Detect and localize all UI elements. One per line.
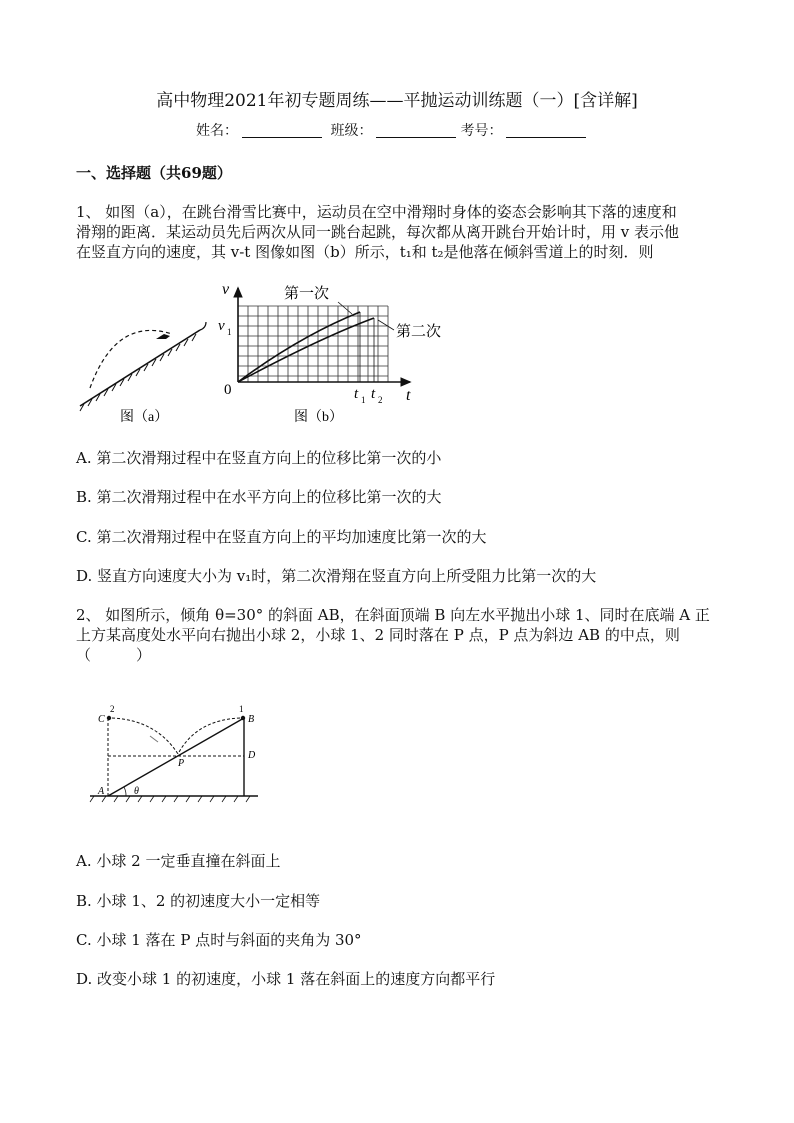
trajectory-ball1 bbox=[178, 718, 240, 754]
q1-option-c[interactable]: C. 第二次滑翔过程中在竖直方向上的平均加速度比第一次的大 bbox=[76, 528, 487, 546]
fig-a-label: 图（a） bbox=[120, 410, 169, 425]
t1-subscript: 1 bbox=[361, 395, 366, 405]
q1-stem-line: 滑翔的距离．某运动员先后两次从同一跳台起跳，每次都从离开跳台开始计时，用 v 表示他 bbox=[76, 223, 680, 241]
q1-stem-line: 1、 如图（a），在跳台滑雪比赛中，运动员在空中滑翔时身体的姿态会影响其下落的速度和 bbox=[76, 203, 677, 221]
label-D: D bbox=[248, 750, 256, 761]
exam-no-label: 考号： bbox=[460, 123, 503, 139]
name-blank bbox=[242, 123, 322, 138]
origin-label: 0 bbox=[224, 382, 232, 398]
ground-hatching bbox=[90, 796, 250, 802]
fig-b-label: 图（b） bbox=[294, 410, 343, 425]
label-P: P bbox=[178, 758, 185, 769]
exam-no-blank bbox=[506, 123, 586, 138]
slope-hatching bbox=[80, 334, 196, 411]
t-axis-label: t bbox=[406, 387, 411, 404]
q2-stem-line: （ ） bbox=[76, 646, 152, 664]
q1-option-d[interactable]: D. 竖直方向速度大小为 v₁时，第二次滑翔在竖直方向上所受阻力比第一次的大 bbox=[76, 567, 597, 585]
q1-option-b[interactable]: B. 第二次滑翔过程中在水平方向上的位移比第一次的大 bbox=[76, 488, 442, 506]
ball2-icon bbox=[107, 716, 111, 720]
q1-figure-b bbox=[210, 278, 460, 428]
label-ball1: 1 bbox=[239, 704, 244, 714]
q2-figure bbox=[86, 700, 262, 806]
q2-option-a[interactable]: A. 小球 2 一定垂直撞在斜面上 bbox=[76, 852, 281, 870]
skier-icon bbox=[156, 334, 170, 339]
q1-figure-a bbox=[76, 318, 210, 428]
label-A: A bbox=[98, 786, 105, 797]
label-ball2: 2 bbox=[110, 704, 115, 714]
q2-option-b[interactable]: B. 小球 1、2 的初速度大小一定相等 bbox=[76, 892, 321, 910]
q2-stem-line: 2、 如图所示，倾角 θ=30° 的斜面 AB，在斜面顶端 B 向左水平抛出小球 1、同时在底端 A 正 bbox=[76, 606, 710, 624]
q2-option-c[interactable]: C. 小球 1 落在 P 点时与斜面的夹角为 30° bbox=[76, 931, 362, 949]
label-C: C bbox=[98, 714, 105, 725]
label-B: B bbox=[248, 714, 255, 725]
trajectory-dashed bbox=[90, 330, 172, 388]
q1-stem-line: 在竖直方向的速度，其 v-t 图像如图（b）所示，t₁和 t₂是他落在倾斜雪道上的时刻．则 bbox=[76, 243, 654, 261]
q2-option-d[interactable]: D. 改变小球 1 的初速度，小球 1 落在斜面上的速度方向都平行 bbox=[76, 970, 496, 988]
theta-arc bbox=[124, 787, 126, 796]
section-heading: 一、选择题（共69题） bbox=[76, 164, 232, 182]
class-blank bbox=[376, 123, 456, 138]
q2-stem bbox=[76, 605, 720, 665]
pointer-second bbox=[378, 320, 394, 330]
trajectory-ball2 bbox=[112, 718, 178, 754]
curve-second-label: 第二次 bbox=[396, 324, 442, 340]
page-title: 高中物理2021年初专题周练——平抛运动训练题（一）[含详解] bbox=[156, 91, 638, 111]
ramp-tip bbox=[200, 322, 206, 330]
v1-subscript: 1 bbox=[227, 327, 232, 337]
class-label: 班级： bbox=[330, 123, 373, 139]
direction-arrow bbox=[150, 736, 158, 742]
t2-label: t bbox=[371, 386, 376, 402]
label-theta: θ bbox=[134, 786, 139, 797]
q1-stem bbox=[76, 202, 720, 262]
v1-label: v bbox=[218, 318, 225, 334]
t1-label: t bbox=[354, 386, 359, 402]
name-label: 姓名： bbox=[196, 123, 238, 139]
curve-first-label: 第一次 bbox=[284, 286, 330, 302]
student-info bbox=[196, 120, 590, 140]
pointer-first bbox=[338, 302, 352, 314]
slope-line bbox=[80, 330, 200, 406]
v-axis-label: v bbox=[222, 281, 230, 298]
t2-subscript: 2 bbox=[378, 395, 383, 405]
incline-AB bbox=[108, 718, 244, 796]
ball1-icon bbox=[241, 716, 245, 720]
q1-option-a[interactable]: A. 第二次滑翔过程中在竖直方向上的位移比第一次的小 bbox=[76, 449, 442, 467]
q2-stem-line: 上方某高度处水平向右抛出小球 2，小球 1、2 同时落在 P 点，P 点为斜边 AB 的中点，则 bbox=[76, 626, 680, 644]
